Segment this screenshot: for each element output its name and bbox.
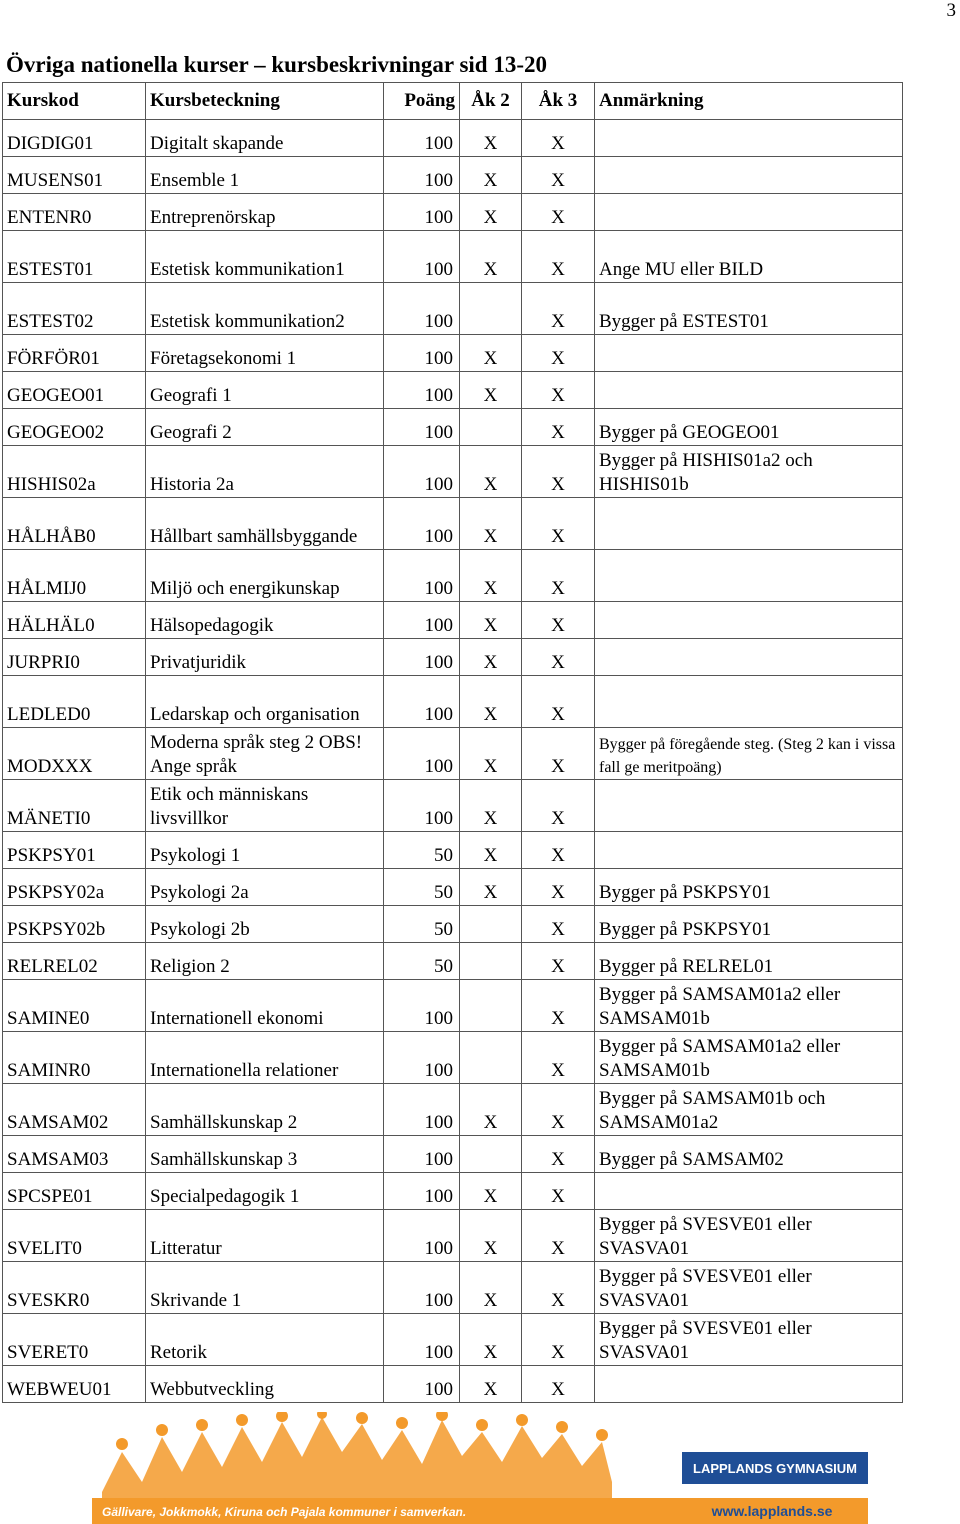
course-code: HÅLMIJ0 xyxy=(3,550,146,602)
course-note xyxy=(595,372,903,409)
course-name: Entreprenörskap xyxy=(146,194,384,231)
course-points: 100 xyxy=(384,194,460,231)
course-ak2 xyxy=(460,409,522,446)
course-ak3: X xyxy=(522,1136,595,1173)
course-ak2: X xyxy=(460,1262,522,1314)
course-name: Psykologi 2a xyxy=(146,869,384,906)
table-row xyxy=(3,906,903,943)
course-note: Bygger på SAMSAM01a2 eller SAMSAM01b xyxy=(595,980,903,1032)
course-code: SVERET0 xyxy=(3,1314,146,1366)
course-note: Bygger på PSKPSY01 xyxy=(595,869,903,906)
course-ak3: X xyxy=(522,120,595,157)
course-name: Historia 2a xyxy=(146,446,384,498)
course-points: 100 xyxy=(384,1136,460,1173)
course-points: 100 xyxy=(384,498,460,550)
course-note xyxy=(595,194,903,231)
course-code: SVESKR0 xyxy=(3,1262,146,1314)
course-name: Digitalt skapande xyxy=(146,120,384,157)
course-code: DIGDIG01 xyxy=(3,120,146,157)
table-row xyxy=(3,602,903,639)
course-note: Bygger på SAMSAM01b och SAMSAM01a2 xyxy=(595,1084,903,1136)
course-points: 100 xyxy=(384,372,460,409)
course-ak2: X xyxy=(460,446,522,498)
course-points: 100 xyxy=(384,120,460,157)
page-number: 3 xyxy=(946,0,956,21)
course-ak2 xyxy=(460,943,522,980)
course-ak3: X xyxy=(522,728,595,780)
course-note xyxy=(595,676,903,728)
dancing-people-logo xyxy=(102,1412,612,1498)
course-code: PSKPSY02b xyxy=(3,906,146,943)
course-ak3: X xyxy=(522,1032,595,1084)
website-link: www.lapplands.se xyxy=(711,1503,833,1519)
course-name: Geografi 2 xyxy=(146,409,384,446)
course-name: Hållbart samhällsbyggande xyxy=(146,498,384,550)
course-points: 50 xyxy=(384,943,460,980)
course-name: Företagsekonomi 1 xyxy=(146,335,384,372)
course-name: Samhällskunskap 2 xyxy=(146,1084,384,1136)
course-ak2: X xyxy=(460,780,522,832)
course-code: ESTEST02 xyxy=(3,283,146,335)
table-row xyxy=(3,1210,903,1262)
course-name: Skrivande 1 xyxy=(146,1262,384,1314)
header-ak3: Åk 3 xyxy=(522,83,595,120)
course-code: HISHIS02a xyxy=(3,446,146,498)
course-name: Retorik xyxy=(146,1314,384,1366)
course-code: MÄNETI0 xyxy=(3,780,146,832)
course-points: 100 xyxy=(384,1262,460,1314)
course-name: Geografi 1 xyxy=(146,372,384,409)
table-row xyxy=(3,1136,903,1173)
course-note: Bygger på ESTEST01 xyxy=(595,283,903,335)
course-code: SAMSAM03 xyxy=(3,1136,146,1173)
course-ak3: X xyxy=(522,1210,595,1262)
table-row xyxy=(3,550,903,602)
course-ak3: X xyxy=(522,1366,595,1403)
course-points: 100 xyxy=(384,550,460,602)
course-code: SPCSPE01 xyxy=(3,1173,146,1210)
course-note xyxy=(595,1366,903,1403)
course-name: Samhällskunskap 3 xyxy=(146,1136,384,1173)
course-ak3: X xyxy=(522,157,595,194)
course-ak3: X xyxy=(522,446,595,498)
course-points: 100 xyxy=(384,639,460,676)
course-ak2: X xyxy=(460,869,522,906)
course-note: Bygger på RELREL01 xyxy=(595,943,903,980)
table-row xyxy=(3,194,903,231)
course-ak2: X xyxy=(460,231,522,283)
course-note xyxy=(595,157,903,194)
table-row xyxy=(3,980,903,1032)
course-ak3: X xyxy=(522,372,595,409)
course-code: MODXXX xyxy=(3,728,146,780)
course-ak3: X xyxy=(522,1084,595,1136)
course-points: 100 xyxy=(384,1173,460,1210)
course-points: 100 xyxy=(384,157,460,194)
table-row xyxy=(3,283,903,335)
course-ak3: X xyxy=(522,676,595,728)
course-code: MUSENS01 xyxy=(3,157,146,194)
course-points: 50 xyxy=(384,832,460,869)
course-ak2: X xyxy=(460,157,522,194)
course-name: Litteratur xyxy=(146,1210,384,1262)
course-ak3: X xyxy=(522,943,595,980)
school-name: LAPPLANDS GYMNASIUM xyxy=(693,1461,857,1476)
course-note xyxy=(595,335,903,372)
course-ak3: X xyxy=(522,194,595,231)
table-row xyxy=(3,335,903,372)
table-row xyxy=(3,446,903,498)
course-ak3: X xyxy=(522,1262,595,1314)
table-row xyxy=(3,943,903,980)
course-note xyxy=(595,639,903,676)
table-row xyxy=(3,1173,903,1210)
course-ak2: X xyxy=(460,639,522,676)
course-ak2 xyxy=(460,1136,522,1173)
course-points: 100 xyxy=(384,1084,460,1136)
course-code: FÖRFÖR01 xyxy=(3,335,146,372)
header-poang: Poäng xyxy=(384,83,460,120)
course-ak2: X xyxy=(460,120,522,157)
course-code: SVELIT0 xyxy=(3,1210,146,1262)
course-name: Ledarskap och organisation xyxy=(146,676,384,728)
course-code: ENTENR0 xyxy=(3,194,146,231)
table-row xyxy=(3,409,903,446)
course-ak3: X xyxy=(522,780,595,832)
course-points: 100 xyxy=(384,728,460,780)
course-points: 100 xyxy=(384,1314,460,1366)
course-ak3: X xyxy=(522,906,595,943)
course-ak2: X xyxy=(460,832,522,869)
course-name: Etik och människans livsvillkor xyxy=(146,780,384,832)
course-ak3: X xyxy=(522,602,595,639)
course-points: 100 xyxy=(384,602,460,639)
table-row xyxy=(3,372,903,409)
header-anmarkning: Anmärkning xyxy=(595,83,903,120)
course-ak3: X xyxy=(522,639,595,676)
course-name: Psykologi 1 xyxy=(146,832,384,869)
course-code: WEBWEU01 xyxy=(3,1366,146,1403)
course-ak3: X xyxy=(522,980,595,1032)
course-code: HÅLHÅB0 xyxy=(3,498,146,550)
course-name: Estetisk kommunikation2 xyxy=(146,283,384,335)
course-points: 100 xyxy=(384,283,460,335)
course-name: Miljö och energikunskap xyxy=(146,550,384,602)
table-row xyxy=(3,1262,903,1314)
course-ak3: X xyxy=(522,1173,595,1210)
course-name: Internationella relationer xyxy=(146,1032,384,1084)
course-ak2 xyxy=(460,980,522,1032)
course-points: 100 xyxy=(384,1032,460,1084)
course-name: Specialpedagogik 1 xyxy=(146,1173,384,1210)
course-ak2: X xyxy=(460,676,522,728)
course-code: PSKPSY01 xyxy=(3,832,146,869)
course-ak2 xyxy=(460,906,522,943)
table-row xyxy=(3,120,903,157)
course-note: Bygger på SAMSAM01a2 eller SAMSAM01b xyxy=(595,1032,903,1084)
course-note xyxy=(595,780,903,832)
course-ak3: X xyxy=(522,1314,595,1366)
course-points: 100 xyxy=(384,335,460,372)
course-ak2: X xyxy=(460,602,522,639)
course-code: SAMSAM02 xyxy=(3,1084,146,1136)
footer-graphic xyxy=(92,1412,868,1524)
page-title: Övriga nationella kurser – kursbeskrivningar sid 13-20 xyxy=(6,52,547,77)
table-header-row xyxy=(3,83,903,120)
course-note xyxy=(595,832,903,869)
course-ak3: X xyxy=(522,283,595,335)
course-note: Bygger på GEOGEO01 xyxy=(595,409,903,446)
course-ak2: X xyxy=(460,728,522,780)
course-note: Bygger på föregående steg. (Steg 2 kan i vissa fall ge meritpoäng) xyxy=(595,728,903,780)
course-name: Psykologi 2b xyxy=(146,906,384,943)
course-ak3: X xyxy=(522,409,595,446)
course-note: Bygger på PSKPSY01 xyxy=(595,906,903,943)
course-ak2 xyxy=(460,1032,522,1084)
course-code: ESTEST01 xyxy=(3,231,146,283)
course-note: Bygger på HISHIS01a2 och HISHIS01b xyxy=(595,446,903,498)
table-row xyxy=(3,157,903,194)
course-name: Ensemble 1 xyxy=(146,157,384,194)
table-row xyxy=(3,1032,903,1084)
course-points: 100 xyxy=(384,231,460,283)
table-row xyxy=(3,498,903,550)
course-code: JURPRI0 xyxy=(3,639,146,676)
header-ak2: Åk 2 xyxy=(460,83,522,120)
course-ak3: X xyxy=(522,335,595,372)
course-points: 100 xyxy=(384,446,460,498)
course-note xyxy=(595,602,903,639)
course-points: 100 xyxy=(384,1366,460,1403)
course-code: GEOGEO02 xyxy=(3,409,146,446)
course-ak2: X xyxy=(460,1173,522,1210)
footer-banner xyxy=(92,1412,868,1524)
course-note xyxy=(595,120,903,157)
header-kursbeteckning: Kursbeteckning xyxy=(146,83,384,120)
course-table-body xyxy=(3,120,903,1403)
course-name: Privatjuridik xyxy=(146,639,384,676)
course-note: Bygger på SVESVE01 eller SVASVA01 xyxy=(595,1262,903,1314)
course-note: Bygger på SVESVE01 eller SVASVA01 xyxy=(595,1210,903,1262)
table-row xyxy=(3,1366,903,1403)
course-ak2: X xyxy=(460,335,522,372)
course-note xyxy=(595,498,903,550)
table-row xyxy=(3,1314,903,1366)
course-code: RELREL02 xyxy=(3,943,146,980)
course-note xyxy=(595,550,903,602)
course-ak2: X xyxy=(460,194,522,231)
course-name: Webbutveckling xyxy=(146,1366,384,1403)
course-points: 100 xyxy=(384,409,460,446)
course-code: GEOGEO01 xyxy=(3,372,146,409)
course-ak3: X xyxy=(522,550,595,602)
course-ak3: X xyxy=(522,498,595,550)
course-ak2: X xyxy=(460,372,522,409)
course-code: LEDLED0 xyxy=(3,676,146,728)
course-ak3: X xyxy=(522,869,595,906)
table-row xyxy=(3,639,903,676)
table-row xyxy=(3,832,903,869)
course-code: HÄLHÄL0 xyxy=(3,602,146,639)
course-points: 100 xyxy=(384,780,460,832)
course-ak3: X xyxy=(522,832,595,869)
course-code: SAMINR0 xyxy=(3,1032,146,1084)
course-note: Bygger på SVESVE01 eller SVASVA01 xyxy=(595,1314,903,1366)
table-row xyxy=(3,231,903,283)
table-row xyxy=(3,1084,903,1136)
course-ak2 xyxy=(460,283,522,335)
course-points: 50 xyxy=(384,869,460,906)
course-table xyxy=(2,82,903,1403)
course-ak3: X xyxy=(522,231,595,283)
table-row xyxy=(3,728,903,780)
course-note: Ange MU eller BILD xyxy=(595,231,903,283)
course-note: Bygger på SAMSAM02 xyxy=(595,1136,903,1173)
table-row xyxy=(3,780,903,832)
course-code: SAMINE0 xyxy=(3,980,146,1032)
course-code: PSKPSY02a xyxy=(3,869,146,906)
course-note xyxy=(595,1173,903,1210)
course-points: 100 xyxy=(384,676,460,728)
course-name: Estetisk kommunikation1 xyxy=(146,231,384,283)
course-ak2: X xyxy=(460,498,522,550)
course-ak2: X xyxy=(460,550,522,602)
course-points: 100 xyxy=(384,1210,460,1262)
table-row xyxy=(3,869,903,906)
course-ak2: X xyxy=(460,1210,522,1262)
course-points: 50 xyxy=(384,906,460,943)
course-name: Internationell ekonomi xyxy=(146,980,384,1032)
course-points: 100 xyxy=(384,980,460,1032)
course-ak2: X xyxy=(460,1314,522,1366)
table-row xyxy=(3,676,903,728)
course-ak2: X xyxy=(460,1366,522,1403)
course-ak2: X xyxy=(460,1084,522,1136)
header-kurskod: Kurskod xyxy=(3,83,146,120)
municipalities-text: Gällivare, Jokkmokk, Kiruna och Pajala kommuner i samverkan. xyxy=(102,1505,467,1519)
course-name: Religion 2 xyxy=(146,943,384,980)
course-name: Moderna språk steg 2 OBS! Ange språk xyxy=(146,728,384,780)
course-name: Hälsopedagogik xyxy=(146,602,384,639)
